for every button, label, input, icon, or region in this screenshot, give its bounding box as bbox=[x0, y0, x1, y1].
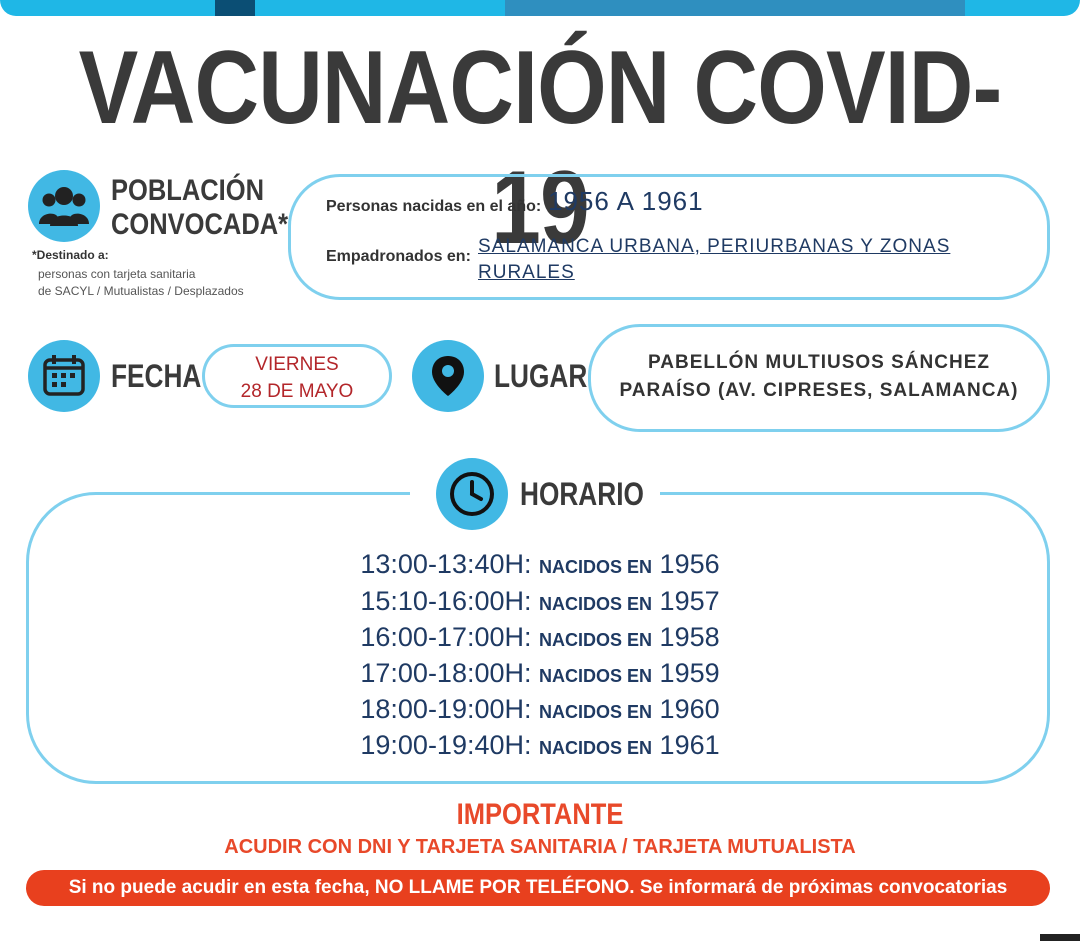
nacidos-label: Personas nacidas en el año: bbox=[326, 198, 542, 215]
importante-heading: IMPORTANTE bbox=[456, 798, 624, 831]
empadronados-label: Empadronados en: bbox=[326, 248, 471, 265]
schedule-text: NACIDOS EN bbox=[539, 666, 653, 686]
location-icon-circle bbox=[412, 340, 484, 412]
schedule-year: 1958 bbox=[659, 622, 720, 652]
lugar-label: LUGAR bbox=[494, 358, 588, 394]
schedule-year: 1957 bbox=[659, 586, 720, 616]
page-title: VACUNACIÓN COVID-19 bbox=[78, 30, 1002, 266]
empadronados-line2: RURALES bbox=[478, 262, 575, 283]
calendar-icon bbox=[42, 354, 86, 398]
schedule-time: 13:00-13:40H: bbox=[360, 549, 532, 579]
schedule-row bbox=[0, 727, 1080, 766]
top-banner bbox=[0, 0, 1080, 16]
lugar-box bbox=[588, 324, 1050, 432]
horario-label: HORARIO bbox=[520, 476, 644, 512]
destinado-line2: de SACYL / Mutualistas / Desplazados bbox=[38, 284, 244, 298]
empadronados-value bbox=[478, 234, 950, 286]
schedule-row bbox=[0, 619, 1080, 658]
corner-shape bbox=[1040, 934, 1080, 941]
schedule-year: 1961 bbox=[659, 730, 720, 760]
importante-text: ACUDIR CON DNI Y TARJETA SANITARIA / TARJETA MUTUALISTA bbox=[224, 836, 856, 858]
banner-shape bbox=[215, 0, 255, 16]
schedule-time: 17:00-18:00H: bbox=[360, 658, 532, 688]
location-pin-icon bbox=[430, 354, 466, 398]
schedule-time: 16:00-17:00H: bbox=[360, 622, 532, 652]
schedule-year: 1960 bbox=[659, 694, 720, 724]
fecha-day: VIERNES bbox=[255, 354, 339, 375]
schedule-year: 1956 bbox=[659, 549, 720, 579]
calendar-icon-circle bbox=[28, 340, 100, 412]
notice-text: Si no puede acudir en esta fecha, NO LLAME POR TELÉFONO. Se informará de próximas convocatorias bbox=[68, 877, 1008, 898]
nacidos-value: 1956 A 1961 bbox=[548, 186, 704, 216]
schedule-text: NACIDOS EN bbox=[539, 594, 653, 614]
banner-shape bbox=[505, 0, 965, 16]
fecha-label: FECHA bbox=[111, 358, 202, 394]
schedule-time: 18:00-19:00H: bbox=[360, 694, 532, 724]
poblacion-label bbox=[111, 174, 288, 242]
schedule-row bbox=[0, 583, 1080, 622]
poblacion-label-line2: CONVOCADA* bbox=[111, 208, 289, 241]
schedule-text: NACIDOS EN bbox=[539, 557, 653, 577]
clock-icon bbox=[448, 470, 496, 518]
poblacion-label-line1: POBLACIÓN bbox=[111, 174, 264, 207]
fecha-box bbox=[202, 344, 392, 408]
people-icon bbox=[38, 184, 90, 228]
schedule-time: 15:10-16:00H: bbox=[360, 586, 532, 616]
people-icon-circle bbox=[28, 170, 100, 242]
schedule-time: 19:00-19:40H: bbox=[360, 730, 532, 760]
schedule-row bbox=[0, 691, 1080, 730]
schedule-row bbox=[0, 655, 1080, 694]
lugar-line1: PABELLÓN MULTIUSOS SÁNCHEZ bbox=[648, 352, 990, 373]
lugar-line2: PARAÍSO (AV. CIPRESES, SALAMANCA) bbox=[619, 380, 1019, 401]
clock-icon-circle bbox=[436, 458, 508, 530]
fecha-date: 28 DE MAYO bbox=[240, 381, 354, 402]
schedule-text: NACIDOS EN bbox=[539, 738, 653, 758]
schedule-text: NACIDOS EN bbox=[539, 702, 653, 722]
schedule-text: NACIDOS EN bbox=[539, 630, 653, 650]
schedule-row bbox=[0, 546, 1080, 585]
destinado-line1: personas con tarjeta sanitaria bbox=[38, 267, 196, 281]
notice-bar bbox=[26, 870, 1050, 906]
destinado-heading: *Destinado a: bbox=[32, 248, 109, 262]
schedule-year: 1959 bbox=[659, 658, 720, 688]
empadronados-line1: SALAMANCA URBANA, PERIURBANAS Y ZONAS bbox=[478, 236, 951, 257]
